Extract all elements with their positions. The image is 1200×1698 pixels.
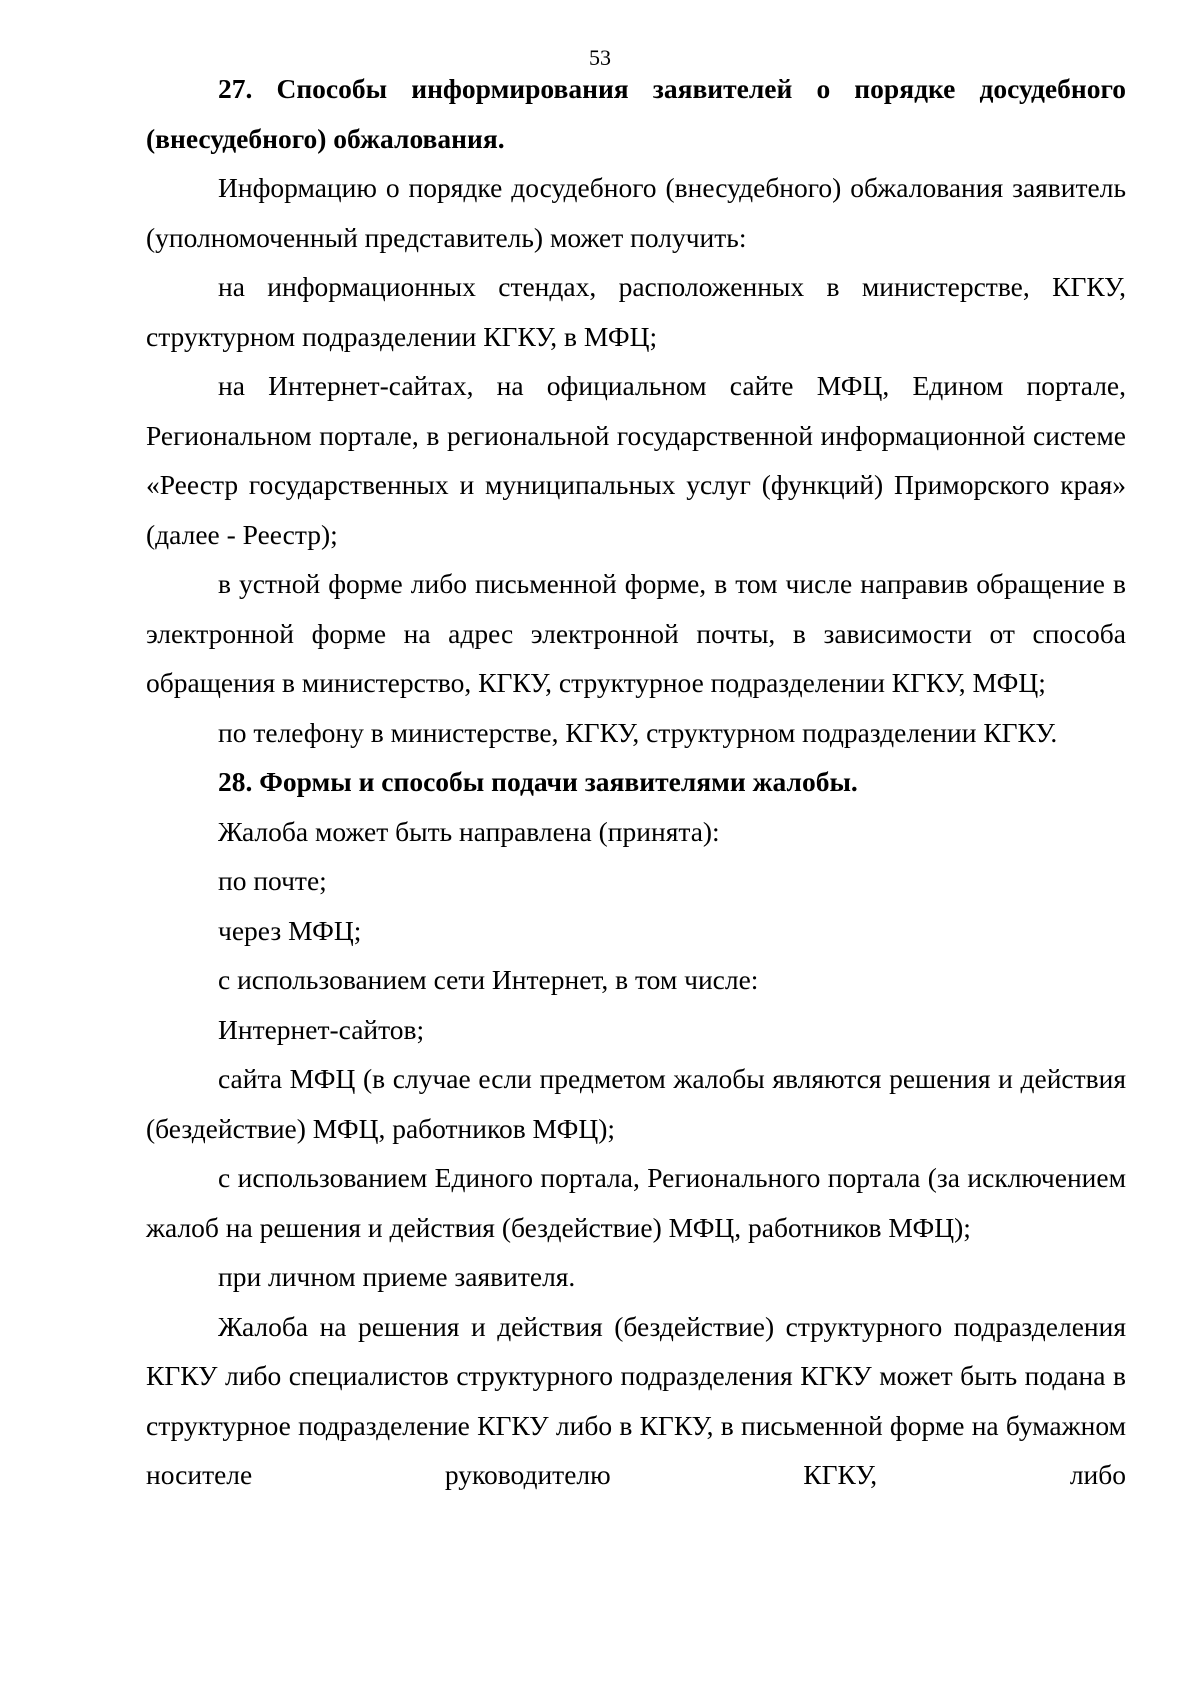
list-item: сайта МФЦ (в случае если предметом жалобы являются решения и действия (бездействие) МФЦ, работников МФЦ); — [146, 1063, 1126, 1144]
paragraph: на Интернет-сайтах, на официальном сайте МФЦ, Едином портале, Региональном портале, в региональной государственной информационной системе «Реестр государственных и муниципальных услуг (функций) Приморского края» (далее - Реестр); — [146, 370, 1126, 550]
paragraph: Жалоба на решения и действия (бездействие) структурного подразделения КГКУ либо специалистов структурного подразделения КГКУ может быть подана в структурное подразделение КГКУ либо в КГКУ, в письменной форме на бумажном носителе руководителю КГКУ, либо — [146, 1310, 1126, 1490]
page-number: 53 — [589, 45, 611, 70]
paragraph: Жалоба может быть направлена (принята): — [218, 815, 720, 847]
list-item: с использованием Единого портала, Регионального портала (за исключением жалоб на решения и действия (бездействие) МФЦ, работников МФЦ); — [146, 1162, 1126, 1243]
list-item: Интернет-сайтов; — [218, 1013, 425, 1045]
document-body — [146, 64, 1126, 1500]
paragraph: на информационных стендах, расположенных в министерстве, КГКУ, структурном подразделении КГКУ, в МФЦ; — [146, 271, 1126, 352]
section-heading-27: 27. Способы информирования заявителей о порядке досудебного (внесудебного) обжалования. — [146, 73, 1126, 154]
paragraph: в устной форме либо письменной форме, в том числе направив обращение в электронной форме на адрес электронной почты, в зависимости от способа обращения в министерство, КГКУ, структурное подразделении КГКУ, МФЦ; — [146, 568, 1126, 698]
section-heading-28: 28. Формы и способы подачи заявителями жалобы. — [218, 766, 858, 797]
list-item: при личном приеме заявителя. — [218, 1261, 576, 1292]
list-item: с использованием сети Интернет, в том числе: — [218, 964, 759, 995]
paragraph: Информацию о порядке досудебного (внесудебного) обжалования заявитель (уполномоченный представитель) может получить: — [146, 172, 1126, 253]
list-item: через МФЦ; — [218, 914, 362, 946]
list-item: по почте; — [218, 865, 327, 896]
paragraph: по телефону в министерстве, КГКУ, структурном подразделении КГКУ. — [218, 716, 1058, 748]
